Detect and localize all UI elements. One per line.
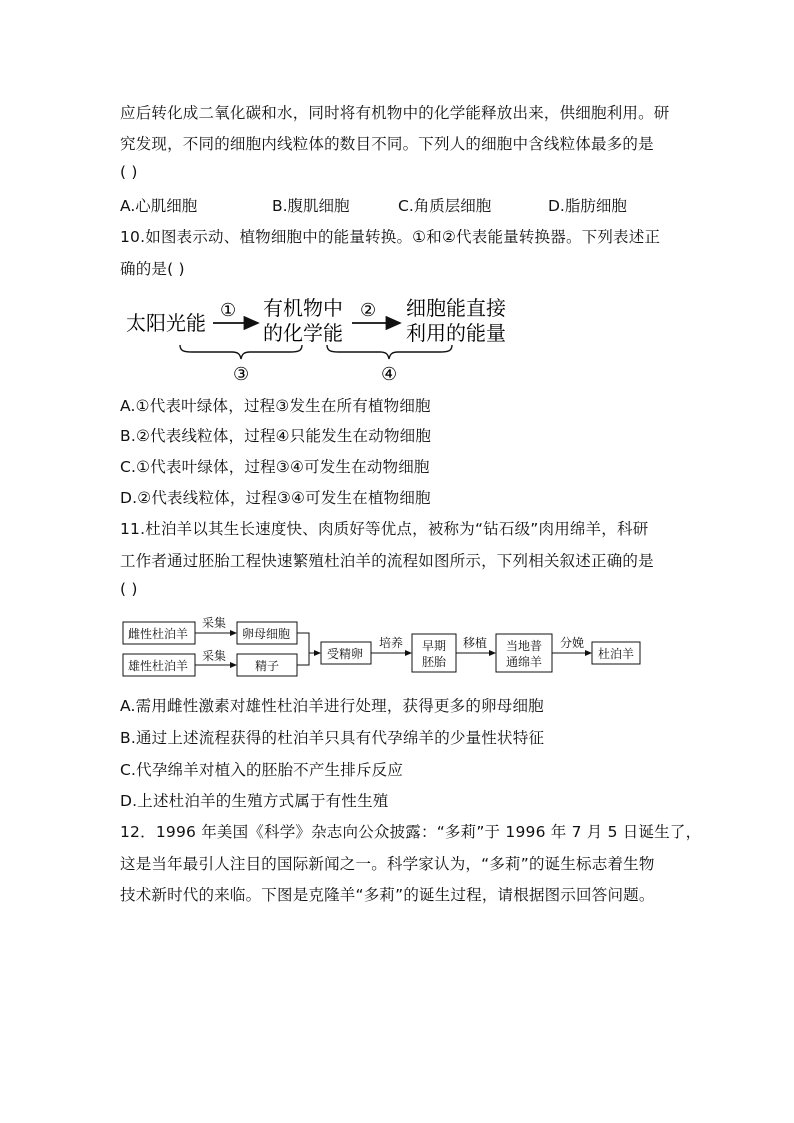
label-zygote: 受精卵 bbox=[327, 647, 364, 661]
diagram-organic-bottom: 的化学能 bbox=[263, 321, 343, 345]
diagram-organic-top: 有机物中 bbox=[263, 296, 343, 320]
q11-option-b: B.通过上述流程获得的杜泊羊只具有代孕绵羊的少量性状特征 bbox=[120, 729, 545, 747]
label-male-sheep: 雄性杜泊羊 bbox=[128, 659, 189, 673]
label-sperm: 精子 bbox=[255, 659, 280, 673]
q11-option-a: A.需用雌性激素对雄性杜泊羊进行处理，获得更多的卵母细胞 bbox=[120, 697, 544, 715]
q9-stem-line2: 究发现，不同的细胞内线粒体的数目不同。下列人的细胞中含线粒体最多的是 bbox=[120, 135, 654, 153]
label-transfer: 移植 bbox=[463, 636, 488, 650]
label-oocyte: 卵母细胞 bbox=[242, 627, 291, 641]
diagram-target-top: 细胞能直接 bbox=[406, 296, 506, 320]
label-female-sheep: 雌性杜泊羊 bbox=[128, 627, 189, 641]
q12-stem-line2: 这是当年最引人注目的国际新闻之一。科学家认为，“多莉”的诞生标志着生物 bbox=[120, 855, 655, 873]
diagram-arrow2-label: ② bbox=[360, 300, 377, 321]
label-collect-2: 采集 bbox=[202, 649, 227, 663]
q11-option-d: D.上述杜泊羊的生殖方式属于有性生殖 bbox=[120, 792, 389, 810]
q12-stem-line1: 12．1996 年美国《科学》杂志向公众披露：“多莉”于 1996 年 7 月 5 日诞生了， bbox=[120, 823, 702, 841]
label-culture: 培养 bbox=[379, 636, 404, 650]
diagram-brace3-label: ③ bbox=[233, 364, 250, 385]
q9-option-a: A.心肌细胞 bbox=[120, 197, 198, 215]
diagram-brace4-label: ④ bbox=[381, 364, 398, 385]
q9-option-c: C.角质层细胞 bbox=[398, 197, 492, 215]
q10-option-c: C.①代表叶绿体，过程③④可发生在动物细胞 bbox=[120, 458, 430, 476]
q9-option-d: D.脂肪细胞 bbox=[548, 197, 627, 215]
q10-option-a: A.①代表叶绿体，过程③发生在所有植物细胞 bbox=[120, 397, 431, 415]
q9-stem-line1: 应后转化成二氧化碳和水，同时将有机物中的化学能释放出来，供细胞利用。研 bbox=[120, 104, 670, 122]
q9-answer-blank: ( ) bbox=[120, 163, 138, 181]
embryo-engineering-flowchart bbox=[120, 612, 650, 682]
q11-stem-line2: 工作者通过胚胎工程快速繁殖杜泊羊的流程如图所示，下列相关叙述正确的是 bbox=[120, 552, 654, 570]
diagram-sunlight-label: 太阳光能 bbox=[126, 311, 206, 335]
diagram-brace-4 bbox=[327, 345, 452, 359]
merge-bracket bbox=[297, 633, 309, 665]
q10-option-d: D.②代表线粒体，过程③④可发生在植物细胞 bbox=[120, 489, 431, 507]
q11-option-c: C.代孕绵羊对植入的胚胎不产生排斥反应 bbox=[120, 761, 404, 779]
q10-stem-line1: 10.如图表示动、植物细胞中的能量转换。①和②代表能量转换器。下列表述正 bbox=[120, 228, 661, 246]
label-surrogate-top: 当地普 bbox=[506, 639, 543, 653]
energy-conversion-diagram bbox=[120, 288, 530, 388]
diagram-target-bottom: 利用的能量 bbox=[406, 321, 506, 345]
q9-options bbox=[120, 194, 680, 218]
q11-answer-blank: ( ) bbox=[120, 580, 138, 598]
q9-option-b: B.腹肌细胞 bbox=[272, 197, 350, 215]
label-collect-1: 采集 bbox=[202, 616, 227, 630]
label-surrogate-bottom: 通绵羊 bbox=[506, 655, 543, 669]
q10-option-b: B.②代表线粒体，过程④只能发生在动物细胞 bbox=[120, 427, 432, 445]
label-embryo-top: 早期 bbox=[422, 639, 447, 653]
label-birth: 分娩 bbox=[560, 636, 585, 650]
diagram-brace-3 bbox=[180, 345, 302, 359]
q12-stem-line3: 技术新时代的来临。下图是克隆羊“多莉”的诞生过程，请根据图示回答问题。 bbox=[120, 886, 655, 904]
q10-stem-line2: 确的是( ) bbox=[120, 260, 185, 278]
diagram-arrow1-label: ① bbox=[220, 300, 237, 321]
label-dorper-offspring: 杜泊羊 bbox=[598, 647, 635, 661]
label-embryo-bottom: 胚胎 bbox=[422, 655, 447, 669]
q11-stem-line1: 11.杜泊羊以其生长速度快、肉质好等优点，被称为“钻石级”肉用绵羊，科研 bbox=[120, 520, 649, 538]
